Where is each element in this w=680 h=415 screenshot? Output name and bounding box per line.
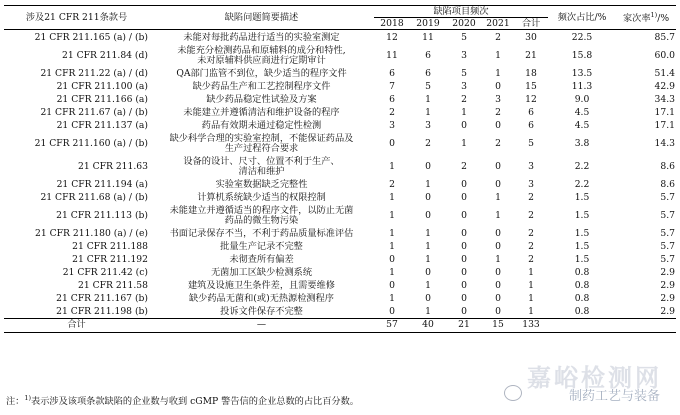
description-line: 未对原辅料供应商进行定期审计 — [197, 55, 326, 66]
count-cell: 1 — [425, 93, 431, 105]
watermark-account-name: 制药工艺与装备 — [568, 389, 660, 404]
company-rate-cell: 14.3 — [654, 137, 676, 149]
count-cell: 2 — [389, 106, 395, 118]
percent-cell: 22.5 — [571, 31, 593, 43]
count-cell: 1 — [425, 305, 431, 317]
clause-cell: 21 CFR 211.42 (c) — [62, 266, 148, 278]
clause-cell: 21 CFR 211.22 (a) / (d) — [40, 67, 148, 79]
count-cell: 0 — [425, 191, 431, 203]
totals-label: 合计 — [4, 319, 149, 333]
description-line: 药品的微生物污染 — [224, 215, 299, 226]
description-line: 投诉文件保存不完整 — [220, 305, 303, 317]
company-rate-cell: 5.7 — [660, 227, 676, 239]
table-row — [4, 120, 676, 133]
count-cell: 2 — [528, 209, 534, 221]
count-cell: 11 — [422, 31, 434, 43]
company-rate-cell: 2.9 — [660, 266, 676, 278]
percent-cell: 11.3 — [571, 80, 593, 92]
count-cell: 1 — [389, 191, 395, 203]
count-cell: 12 — [386, 31, 398, 43]
description-cell — [149, 107, 374, 120]
percent-cell: 1.5 — [574, 240, 590, 252]
description-line: 缺少科学合理的实验室控制，不能保证药品及 — [169, 132, 354, 144]
count-cell: 0 — [461, 266, 467, 278]
description-cell — [149, 81, 374, 94]
count-cell: 2 — [528, 227, 534, 239]
table-row — [4, 179, 676, 192]
table-row — [4, 228, 676, 241]
count-cell: 1 — [389, 227, 395, 239]
year-header: 2020 — [446, 18, 482, 30]
description-cell — [149, 306, 374, 319]
description-line: 书面记录保存不当，不利于药品质量标准评估 — [169, 227, 354, 239]
count-cell: 2 — [461, 93, 467, 105]
company-rate-cell: 2.9 — [660, 305, 676, 317]
count-cell: 0 — [495, 178, 501, 190]
description-cell — [149, 133, 374, 156]
totals-rate-cell — [616, 319, 676, 333]
count-cell: 1 — [495, 67, 501, 79]
defect-frequency-table — [4, 5, 676, 333]
totals-row — [4, 319, 676, 333]
description-cell — [149, 94, 374, 107]
clause-cell: 21 CFR 211.192 — [72, 253, 148, 265]
count-cell: 0 — [461, 119, 467, 131]
clause-cell: 21 CFR 211.67 (a) / (b) — [40, 106, 148, 118]
count-cell: 2 — [528, 253, 534, 265]
count-cell: 0 — [389, 305, 395, 317]
count-cell: 2 — [389, 178, 395, 190]
percent-cell: 9.0 — [574, 93, 590, 105]
footnote: 注：$^{1)}$表示涉及该项条款缺陷的企业数与收到 cGMP 警告信的企业总数的占比百分数。 — [6, 393, 359, 407]
count-cell: 2 — [495, 106, 501, 118]
count-cell: 1 — [495, 209, 501, 221]
clause-cell: 21 CFR 211.137 (a) — [56, 119, 148, 131]
count-cell: 6 — [389, 93, 395, 105]
count-cell: 1 — [528, 292, 534, 304]
description-line: 未能建立并遵循清洁和维护设备的程序 — [183, 106, 340, 118]
percent-cell: 4.5 — [574, 106, 590, 118]
count-cell: 3 — [528, 160, 534, 172]
count-cell: 0 — [389, 137, 395, 149]
clause-cell: 21 CFR 211.167 (b) — [56, 292, 148, 304]
count-cell: 1 — [425, 253, 431, 265]
count-cell: 18 — [525, 67, 537, 79]
clause-cell: 21 CFR 211.165 (a) / (b) — [34, 31, 148, 43]
watermark-site-name: 嘉峪检测网 — [527, 364, 662, 392]
table-row — [4, 156, 676, 179]
count-cell: 1 — [461, 137, 467, 149]
table-row — [4, 280, 676, 293]
count-cell: 0 — [389, 279, 395, 291]
company-rate-cell: 5.7 — [660, 253, 676, 265]
header-row — [4, 6, 676, 18]
company-rate-cell: 51.4 — [654, 67, 676, 79]
count-cell: 2 — [528, 240, 534, 252]
description-cell — [149, 192, 374, 205]
count-cell: 3 — [495, 93, 501, 105]
count-cell: 0 — [495, 305, 501, 317]
company-rate-cell: 8.6 — [660, 160, 676, 172]
percent-cell: 0.8 — [574, 266, 590, 278]
table-row — [4, 254, 676, 267]
count-cell: 0 — [495, 266, 501, 278]
description-line: 设备的设计、尺寸、位置不利于生产、 — [183, 155, 340, 167]
company-rate-cell: 17.1 — [654, 106, 676, 118]
count-cell: 6 — [425, 49, 431, 61]
description-line: 实验室数据缺乏完整性 — [215, 178, 308, 190]
count-cell: 11 — [386, 49, 398, 61]
count-cell: 3 — [389, 119, 395, 131]
description-line: 建筑及设施卫生条件差，且需要维修 — [188, 279, 335, 291]
company-rate-cell: 17.1 — [654, 119, 676, 131]
percent-cell: 3.8 — [574, 137, 590, 149]
count-cell: 0 — [461, 209, 467, 221]
description-cell — [149, 254, 374, 267]
count-cell: 1 — [495, 191, 501, 203]
count-cell: 0 — [461, 279, 467, 291]
description-cell — [149, 32, 374, 45]
count-cell: 0 — [495, 227, 501, 239]
table-row — [4, 81, 676, 94]
count-cell: 2 — [495, 137, 501, 149]
description-line: QA部门监管不到位，缺少适当的程序文件 — [176, 67, 347, 79]
count-cell: 0 — [461, 191, 467, 203]
count-cell: 0 — [461, 227, 467, 239]
description-cell — [149, 205, 374, 228]
count-cell: 6 — [528, 106, 534, 118]
percent-header: 频次占比/% — [548, 6, 616, 30]
count-cell: 12 — [525, 93, 537, 105]
totals-description: — — [149, 319, 374, 333]
count-cell: 0 — [425, 292, 431, 304]
count-cell: 0 — [461, 253, 467, 265]
company-rate-cell: 2.9 — [660, 292, 676, 304]
table-row — [4, 94, 676, 107]
count-cell: 1 — [425, 178, 431, 190]
year-header: 2021 — [482, 18, 514, 30]
count-cell: 0 — [461, 305, 467, 317]
table-row — [4, 192, 676, 205]
count-cell: 7 — [389, 80, 395, 92]
table-row — [4, 68, 676, 81]
company-rate-cell: 60.0 — [654, 49, 676, 61]
table-row — [4, 205, 676, 228]
count-cell: 1 — [425, 279, 431, 291]
count-cell: 0 — [495, 80, 501, 92]
count-cell: 1 — [425, 240, 431, 252]
description-line: 无菌加工区缺少检测系统 — [210, 266, 313, 278]
clause-header: 涉及21 CFR 211条款号 — [4, 6, 149, 30]
description-cell — [149, 241, 374, 254]
count-cell: 1 — [425, 106, 431, 118]
company-rate-cell: 34.3 — [654, 93, 676, 105]
percent-cell: 4.5 — [574, 119, 590, 131]
description-cell — [149, 68, 374, 81]
percent-cell: 13.5 — [571, 67, 593, 79]
count-cell: 6 — [425, 67, 431, 79]
count-cell: 6 — [389, 67, 395, 79]
description-cell — [149, 228, 374, 241]
count-cell: 5 — [528, 137, 534, 149]
company-rate-cell: 5.7 — [660, 209, 676, 221]
count-cell: 0 — [495, 119, 501, 131]
clause-cell: 21 CFR 211.113 (b) — [56, 209, 148, 221]
count-cell: 1 — [389, 160, 395, 172]
count-cell: 3 — [461, 80, 467, 92]
count-cell: 1 — [389, 266, 395, 278]
total-header: 合计 — [514, 18, 548, 30]
count-cell: 1 — [495, 49, 501, 61]
percent-cell: 1.5 — [574, 227, 590, 239]
table-row — [4, 306, 676, 319]
wechat-logo-icon — [504, 385, 522, 401]
clause-cell: 21 CFR 211.180 (a) / (e) — [35, 227, 148, 239]
description-cell — [149, 45, 374, 68]
count-cell: 1 — [528, 279, 534, 291]
clause-cell: 21 CFR 211.84 (d) — [62, 49, 148, 61]
count-cell: 1 — [461, 106, 467, 118]
description-cell — [149, 267, 374, 280]
count-cell: 1 — [425, 227, 431, 239]
count-cell: 1 — [389, 240, 395, 252]
count-cell: 0 — [495, 240, 501, 252]
count-cell: 0 — [389, 253, 395, 265]
count-cell: 1 — [528, 305, 534, 317]
description-cell — [149, 293, 374, 306]
count-cell: 2 — [425, 137, 431, 149]
description-line: 未彻查所有偏差 — [229, 253, 294, 265]
percent-cell: 2.2 — [574, 178, 590, 190]
totals-percent-cell — [548, 319, 616, 333]
company-rate-cell: 42.9 — [654, 80, 676, 92]
count-cell: 5 — [425, 80, 431, 92]
count-cell: 0 — [425, 266, 431, 278]
table-row — [4, 32, 676, 45]
description-line: 生产过程符合要求 — [224, 143, 299, 154]
count-cell: 21 — [525, 49, 537, 61]
count-cell: 2 — [495, 31, 501, 43]
count-cell: 6 — [528, 119, 534, 131]
totals-count-cell: 133 — [514, 319, 548, 333]
count-cell: 0 — [461, 240, 467, 252]
description-cell — [149, 156, 374, 179]
percent-cell: 1.5 — [574, 209, 590, 221]
clause-cell: 21 CFR 211.68 (a) / (b) — [40, 191, 148, 203]
count-cell: 3 — [528, 178, 534, 190]
count-cell: 30 — [525, 31, 537, 43]
count-cell: 5 — [461, 67, 467, 79]
percent-cell: 0.8 — [574, 292, 590, 304]
clause-cell: 21 CFR 211.188 — [72, 240, 148, 252]
totals-count-cell: 15 — [482, 319, 514, 333]
company-rate-cell: 5.7 — [660, 191, 676, 203]
percent-cell: 1.5 — [574, 191, 590, 203]
year-header: 2019 — [410, 18, 446, 30]
table-row — [4, 107, 676, 120]
count-cell: 0 — [495, 279, 501, 291]
count-cell: 0 — [425, 160, 431, 172]
description-line: 未能对每批药品进行适当的实验室测定 — [183, 31, 340, 43]
clause-cell: 21 CFR 211.160 (a) / (b) — [34, 137, 148, 149]
count-cell: 1 — [495, 253, 501, 265]
table-row — [4, 293, 676, 306]
description-line: 清洁和维护 — [238, 166, 285, 177]
count-cell: 15 — [525, 80, 537, 92]
description-line: 药品有效期未通过稳定性检测 — [201, 119, 322, 131]
table-row — [4, 241, 676, 254]
description-line: 批量生产记录不完整 — [220, 240, 303, 252]
description-line: 缺少药品稳定性试验及方案 — [206, 93, 317, 105]
description-line: 缺少药品生产和工艺控制程序文件 — [192, 80, 331, 92]
percent-cell: 0.8 — [574, 279, 590, 291]
description-header: 缺陷问题简要描述 — [149, 6, 374, 30]
count-cell: 0 — [495, 292, 501, 304]
count-cell: 3 — [425, 119, 431, 131]
company-rate-header: 家次率$^{1)}$/% — [616, 6, 676, 30]
description-line: 未能充分检测药品和原辅料的成分和特性, — [177, 44, 346, 56]
count-cell: 1 — [389, 292, 395, 304]
year-header: 2018 — [374, 18, 410, 30]
count-cell: 0 — [461, 178, 467, 190]
count-cell: 0 — [425, 209, 431, 221]
table-row — [4, 267, 676, 280]
count-cell: 2 — [461, 160, 467, 172]
count-cell: 1 — [389, 209, 395, 221]
percent-cell: 15.8 — [571, 49, 593, 61]
count-cell: 3 — [461, 49, 467, 61]
company-rate-cell: 2.9 — [660, 279, 676, 291]
count-cell: 1 — [528, 266, 534, 278]
description-cell — [149, 280, 374, 293]
totals-count-cell: 21 — [446, 319, 482, 333]
clause-cell: 21 CFR 211.166 (a) — [56, 93, 148, 105]
company-rate-cell: 8.6 — [660, 178, 676, 190]
percent-cell: 0.8 — [574, 305, 590, 317]
totals-count-cell: 57 — [374, 319, 410, 333]
company-rate-cell: 5.7 — [660, 240, 676, 252]
clause-cell: 21 CFR 211.194 (a) — [56, 178, 148, 190]
clause-cell: 21 CFR 211.58 — [77, 279, 148, 291]
description-line: 缺少药品无菌和(或)无热源检测程序 — [189, 292, 334, 304]
description-line: 计算机系统缺少适当的权限控制 — [197, 191, 326, 203]
watermark — [482, 358, 672, 408]
table-row — [4, 133, 676, 156]
percent-cell: 2.2 — [574, 160, 590, 172]
totals-count-cell: 40 — [410, 319, 446, 333]
percent-cell: 1.5 — [574, 253, 590, 265]
company-rate-cell: 85.7 — [654, 31, 676, 43]
table-row — [4, 45, 676, 68]
description-cell — [149, 179, 374, 192]
description-line: 未能建立并遵循适当的程序文件，以防止无菌 — [169, 204, 354, 216]
frequency-group-header: 缺陷项目频次 — [374, 6, 548, 18]
count-cell: 5 — [461, 31, 467, 43]
count-cell: 2 — [528, 191, 534, 203]
clause-cell: 21 CFR 211.63 — [77, 160, 148, 172]
clause-cell: 21 CFR 211.198 (b) — [56, 305, 148, 317]
description-cell — [149, 120, 374, 133]
count-cell: 0 — [461, 292, 467, 304]
count-cell: 0 — [495, 160, 501, 172]
clause-cell: 21 CFR 211.100 (a) — [56, 80, 148, 92]
